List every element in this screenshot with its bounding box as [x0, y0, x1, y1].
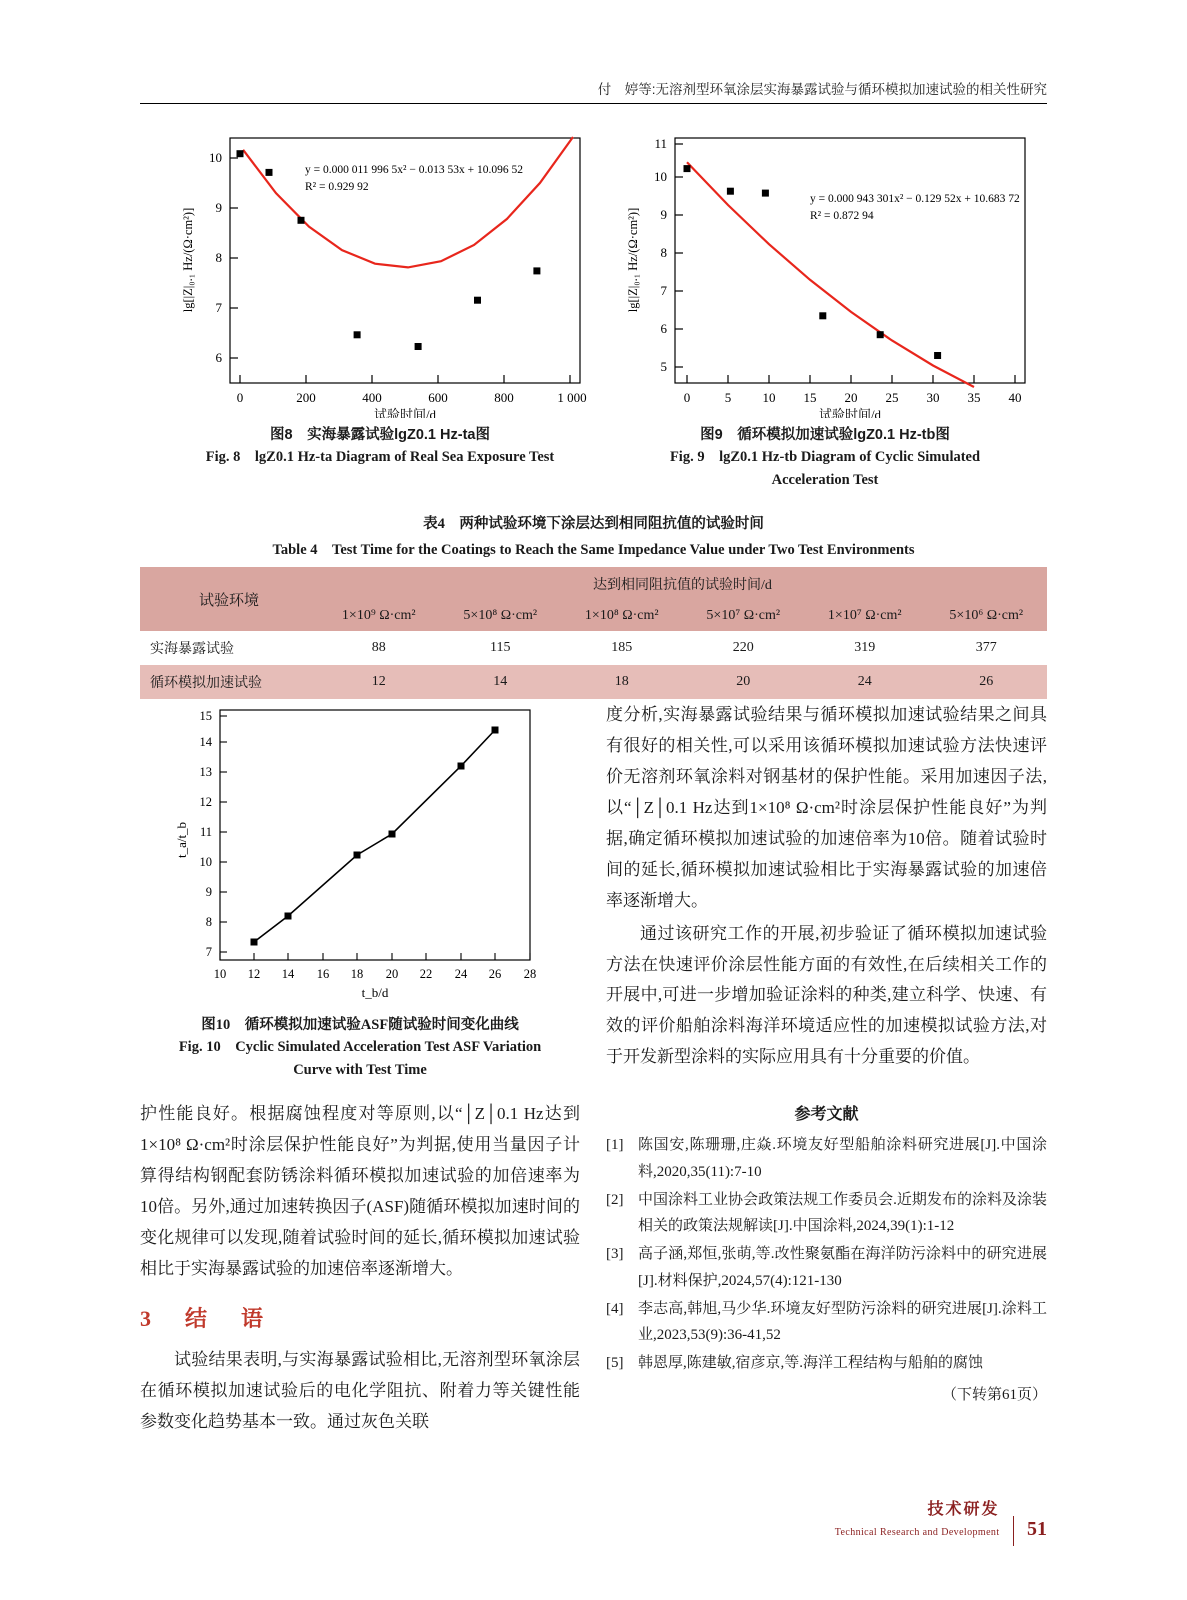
table-col-group: 达到相同阻抗值的试验时间/d [593, 578, 772, 593]
figure-8-r2: R² = 0.929 92 [305, 181, 369, 193]
section-title: 3 结 语 [140, 1306, 270, 1332]
svg-text:10: 10 [654, 169, 667, 184]
reference-number: [2] [606, 1191, 624, 1208]
svg-text:11: 11 [199, 825, 212, 839]
references-block [606, 1101, 1047, 1403]
svg-text:28: 28 [523, 967, 537, 981]
svg-text:试验时间/d: 试验时间/d [818, 407, 882, 418]
svg-text:9: 9 [215, 200, 222, 215]
svg-text:6: 6 [215, 350, 222, 365]
figure-10-caption-cn: 图10 循环模拟加速试验ASF随试验时间变化曲线 [201, 1017, 519, 1033]
references-heading: 参考文献 [794, 1106, 859, 1124]
figure-9-chart [615, 128, 1055, 418]
figure-9 [615, 128, 1055, 418]
right-paragraph-1: 度分析,实海暴露试验结果与循环模拟加速试验结果之间具有很好的相关性,可以采用该循环模拟加速试验方法快速评价无溶剂环氧涂料对钢基材的保护性能。采用加速因子法,以“│Z│0.1 Hz达到1×10⁸ Ω·cm²时涂层保护性能良好”为判据,确定循环模拟加速试验的加速倍率为10倍。随着试验时间的延长,循环模拟加速试验相比于实海暴露试验的加速倍率逐渐增大。 [606, 705, 1047, 910]
figure-9-caption-cn: 图9 循环模拟加速试验lgZ0.1 Hz-tb图 [700, 427, 950, 443]
svg-text:11: 11 [654, 136, 667, 151]
svg-text:0: 0 [683, 390, 691, 405]
svg-text:6: 6 [660, 321, 667, 336]
reference-item [606, 1241, 1047, 1294]
reference-text: 李志高,韩旭,马少华.环境友好型防污涂料的研究进展[J].涂料工业,2023,53(9):36-41,52 [638, 1300, 1047, 1343]
table-col-env: 试验环境 [198, 592, 259, 609]
reference-item [606, 1350, 1047, 1376]
row1-v4: 220 [732, 640, 754, 655]
row-env-2: 循环模拟加速试验 [150, 676, 262, 691]
svg-text:18: 18 [350, 967, 364, 981]
left-column [140, 700, 580, 1438]
svg-text:10: 10 [762, 390, 776, 405]
svg-text:10: 10 [213, 967, 227, 981]
svg-text:35: 35 [967, 390, 981, 405]
svg-text:5: 5 [724, 390, 732, 405]
reference-text: 韩恩厚,陈建敏,宿彦京,等.海洋工程结构与船舶的腐蚀 [638, 1355, 984, 1372]
svg-text:26: 26 [488, 967, 502, 981]
svg-text:5: 5 [660, 359, 667, 374]
table-col-5: 1×10⁷ Ω·cm² [827, 608, 902, 623]
svg-text:24: 24 [454, 967, 468, 981]
figure-10-caption-en-1: Fig. 10 Cyclic Simulated Acceleration Test ASF Variation [178, 1039, 542, 1056]
svg-text:9: 9 [660, 207, 667, 222]
header-rule [140, 103, 1047, 104]
svg-text:试验时间/d: 试验时间/d [373, 407, 437, 418]
svg-text:lg[|Z|₀.₁ Hz/(Ω·cm²)]: lg[|Z|₀.₁ Hz/(Ω·cm²)] [626, 207, 640, 313]
svg-text:600: 600 [428, 390, 448, 405]
svg-text:800: 800 [494, 390, 514, 405]
reference-item [606, 1132, 1047, 1185]
table-4 [140, 567, 1047, 699]
table-col-1: 1×10⁹ Ω·cm² [341, 608, 416, 623]
svg-text:lg[|Z|₀.₁ Hz/(Ω·cm²)]: lg[|Z|₀.₁ Hz/(Ω·cm²)] [181, 207, 195, 313]
row-env-1: 实海暴露试验 [150, 642, 234, 657]
footer-divider [1013, 1516, 1015, 1546]
svg-text:8: 8 [660, 245, 667, 260]
svg-text:16: 16 [316, 967, 330, 981]
svg-text:1 000: 1 000 [557, 390, 587, 405]
svg-text:10: 10 [209, 150, 222, 165]
row1-v6: 377 [975, 640, 997, 655]
reference-item [606, 1296, 1047, 1349]
table-col-6: 5×10⁶ Ω·cm² [949, 608, 1024, 623]
figure-8-caption-en: Fig. 8 lgZ0.1 Hz-ta Diagram of Real Sea Exposure Test [205, 449, 555, 466]
row2-v5: 24 [857, 674, 872, 689]
svg-text:13: 13 [199, 765, 212, 779]
svg-text:8: 8 [215, 250, 222, 265]
left-paragraph-2: 试验结果表明,与实海暴露试验相比,无溶剂型环氧涂层在循环模拟加速试验后的电化学阻抗、附着力等关键性能参数变化趋势基本一致。通过灰色关联 [140, 1350, 580, 1431]
figure-8-caption-cn: 图8 实海暴露试验lgZ0.1 Hz-ta图 [270, 427, 490, 443]
table-row [140, 631, 1047, 665]
table-4-title-en: Table 4 Test Time for the Coatings to Reach the Same Impedance Value under Two Test Environments [272, 542, 915, 558]
svg-text:20: 20 [385, 967, 399, 981]
row1-v5: 319 [854, 640, 876, 655]
svg-text:20: 20 [844, 390, 858, 405]
footer-label-cn: 技术研发 [927, 1501, 1000, 1518]
row2-v1: 12 [371, 674, 386, 689]
figure-10-chart [160, 700, 560, 1010]
figure-8-chart [170, 128, 610, 418]
svg-text:7: 7 [215, 300, 222, 315]
row2-v2: 14 [493, 674, 508, 689]
running-head: 付 婷等:无溶剂型环氧涂层实海暴露试验与循环模拟加速试验的相关性研究 [597, 82, 1047, 97]
reference-number: [4] [606, 1300, 624, 1317]
svg-text:7: 7 [660, 283, 667, 298]
row2-v4: 20 [736, 674, 751, 689]
right-paragraph-2: 通过该研究工作的开展,初步验证了循环模拟加速试验方法在快速评价涂层性能方面的有效性,在后续相关工作的开展中,可进一步增加验证涂料的种类,建立科学、快速、有效的评价船舶涂料海洋环境适应性的加速模拟试验方法,对于开发新型涂料的实际应用具有十分重要的价值。 [606, 923, 1047, 1067]
figure-9-caption-en-2: Acceleration Test [771, 471, 879, 488]
svg-text:0: 0 [236, 390, 244, 405]
svg-text:22: 22 [419, 967, 433, 981]
figure-9-r2: R² = 0.872 94 [810, 210, 874, 222]
table-col-3: 1×10⁸ Ω·cm² [584, 608, 659, 623]
continued-note: （下转第61页） [941, 1386, 1047, 1403]
table-header-row-1 [140, 567, 1047, 601]
reference-text: 陈国安,陈珊珊,庄焱.环境友好型船舶涂料研究进展[J].中国涂料,2020,35(11):7-10 [638, 1137, 1047, 1180]
svg-text:30: 30 [926, 390, 940, 405]
row1-v1: 88 [371, 640, 386, 655]
svg-text:200: 200 [296, 390, 316, 405]
figure-8-equation: y = 0.000 011 996 5x² − 0.013 53x + 10.096 52 [305, 164, 523, 176]
reference-text: 中国涂料工业协会政策法规工作委员会.近期发布的涂料及涂装相关的政策法规解读[J].中国涂料,2024,39(1):1-12 [638, 1191, 1047, 1234]
figure-9-caption [595, 424, 1055, 491]
svg-text:40: 40 [1008, 390, 1022, 405]
svg-text:25: 25 [885, 390, 899, 405]
row1-v3: 185 [611, 640, 633, 655]
table-col-2: 5×10⁸ Ω·cm² [463, 608, 538, 623]
svg-text:8: 8 [205, 915, 212, 929]
svg-text:10: 10 [199, 855, 212, 869]
svg-text:12: 12 [199, 795, 212, 809]
right-column [606, 700, 1047, 1404]
svg-text:15: 15 [199, 709, 212, 723]
svg-text:14: 14 [199, 735, 212, 749]
svg-text:7: 7 [205, 945, 212, 959]
row2-v6: 26 [979, 674, 994, 689]
footer-label-en: Technical Research and Development [834, 1526, 1000, 1538]
reference-item [606, 1187, 1047, 1240]
reference-number: [1] [606, 1137, 624, 1154]
table-row [140, 665, 1047, 699]
row1-v2: 115 [490, 640, 511, 655]
table-4-title-cn: 表4 两种试验环境下涂层达到相同阻抗值的试验时间 [423, 516, 764, 532]
figure-8-caption [150, 424, 610, 469]
svg-text:12: 12 [247, 967, 261, 981]
figures-row [140, 128, 1047, 508]
figure-10 [140, 700, 580, 1081]
svg-text:t_a/t_b: t_a/t_b [174, 821, 189, 859]
figure-9-caption-en-1: Fig. 9 lgZ0.1 Hz-tb Diagram of Cyclic Simulated [669, 449, 981, 466]
page-footer [140, 1500, 1047, 1546]
figure-10-caption-en-2: Curve with Test Time [293, 1061, 427, 1078]
figure-9-equation: y = 0.000 943 301x² − 0.129 52x + 10.683 72 [810, 193, 1020, 205]
reference-number: [5] [606, 1355, 624, 1372]
svg-text:15: 15 [803, 390, 817, 405]
left-body-text [140, 1099, 580, 1437]
left-paragraph-1: 护性能良好。根据腐蚀程度对等原则,以“│Z│0.1 Hz达到1×10⁸ Ω·cm²时涂层保护性能良好”为判据,使用当量因子计算得结构钢配套防锈涂料循环模拟加速试验的加倍速率为10倍。另外,通过加速转换因子(ASF)随循环模拟加速时间的变化规律可以发现,随着试验时间的延长,循环模拟加速试验相比于实海暴露试验的加速倍率逐渐增大。 [140, 1104, 580, 1279]
svg-text:9: 9 [205, 885, 212, 899]
page-number: 51 [1027, 1517, 1047, 1540]
table-col-4: 5×10⁷ Ω·cm² [706, 608, 781, 623]
svg-text:t_b/d: t_b/d [361, 985, 389, 1000]
figure-8 [170, 128, 610, 418]
reference-text: 高子涵,郑恒,张萌,等.改性聚氨酯在海洋防污涂料中的研究进展[J].材料保护,2024,57(4):121-130 [638, 1246, 1047, 1289]
reference-number: [3] [606, 1246, 624, 1263]
svg-text:400: 400 [362, 390, 382, 405]
svg-text:14: 14 [281, 967, 295, 981]
right-body-text [606, 700, 1047, 1073]
row2-v3: 18 [614, 674, 629, 689]
